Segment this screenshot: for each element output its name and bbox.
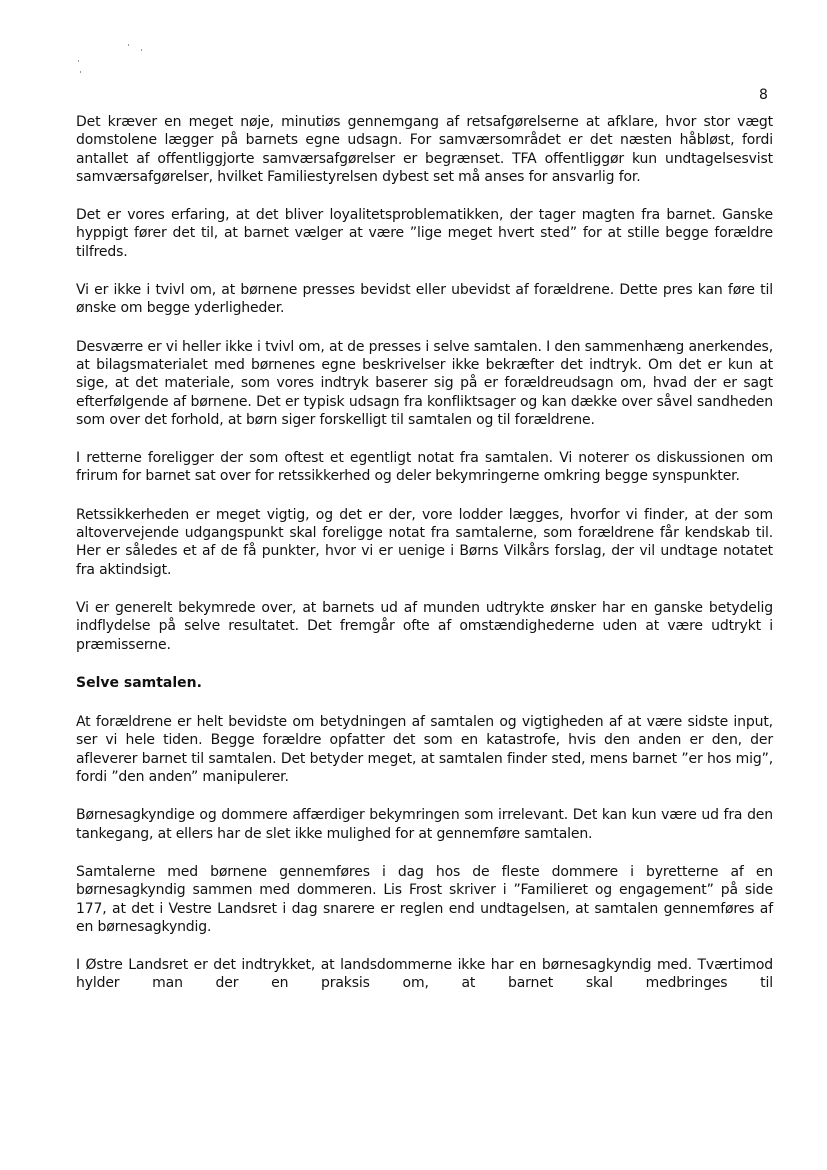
paragraph: I Østre Landsret er det indtrykket, at landsdommerne ikke har en børnesagkyndig med. Tværtimod hylder man der en praksis om, at barnet skal medbringes til <box>76 957 773 992</box>
page-number: 8 <box>759 87 768 103</box>
scan-speck <box>80 71 81 73</box>
scan-speck <box>128 44 129 46</box>
paragraph: Desværre er vi heller ikke i tvivl om, at de presses i selve samtalen. I den sammenhæng anerkendes, at bilagsmaterialet med børnenes egne beskrivelser ikke bekræfter det indtryk. Om det er kun at sige, at det materiale, som vores indtryk baserer sig på er forældreudsagn om, hvad der er sagt efterfølgende af børnene. Det er typisk udsagn fra konfliktsager og kan dække over såvel sandheden som over det forhold, at børn siger forskelligt til samtalen og til forældrene. <box>76 338 773 428</box>
paragraph: I retterne foreligger der som oftest et egentligt notat fra samtalen. Vi noterer os diskussionen om frirum for barnet sat over for retssikkerhed og deler bekymringerne omkring begge synspunkter. <box>76 450 773 485</box>
paragraph: Retssikkerheden er meget vigtig, og det er der, vore lodder lægges, hvorfor vi finder, at der som altovervejende udgangspunkt skal foreligge notat fra samtalerne, som forældrene får kendskab til. Her er således et af de få punkter, hvor vi er uenige i Børns Vilkårs forslag, der vil undtage notatet fra aktindsigt. <box>76 506 773 578</box>
paragraph: Børnesagkyndige og dommere affærdiger bekymringen som irrelevant. Det kan kun være ud fra den tankegang, at ellers har de slet ikke mulighed for at gennemføre samtalen. <box>76 807 773 842</box>
paragraph: At forældrene er helt bevidste om betydningen af samtalen og vigtigheden af at være sidste input, ser vi hele tiden. Begge forældre opfatter det som en katastrofe, hvis den anden er den, der afleverer barnet til samtalen. Det betyder meget, at samtalen finder sted, mens barnet ”er hos mig”, fordi ”den anden” manipulerer. <box>76 714 773 786</box>
section-heading: Selve samtalen. <box>76 674 202 691</box>
scan-speck <box>78 60 79 62</box>
paragraph: Vi er generelt bekymrede over, at barnets ud af munden udtrykte ønsker har en ganske betydelig indflydelse på selve resultatet. Det fremgår ofte af omstændighederne uden at være udtrykt i præmisserne. <box>76 599 773 653</box>
body-text <box>76 113 773 1013</box>
paragraph: Det er vores erfaring, at det bliver loyalitetsproblematikken, der tager magten fra barnet. Ganske hyppigt fører det til, at barnet vælger at være ”lige meget hvert sted” for at stille begge forældre tilfreds. <box>76 207 773 260</box>
paragraph: Det kræver en meget nøje, minutiøs gennemgang af retsafgørelserne at afklare, hvor stor vægt domstolene lægger på barnets egne udsagn. For samværsområdet er det næsten håbløst, fordi antallet af offentliggjorte samværsafgørelser er begrænset. TFA offentliggør kun undtagelsesvist samværsafgørelser, hvilket Familiestyrelsen dybest set må anses for ansvarlig for. <box>76 114 773 185</box>
paragraph: Samtalerne med børnene gennemføres i dag hos de fleste dommere i byretterne af en børnesagkyndig sammen med dommeren. Lis Frost skriver i ”Familieret og engagement” på side 177, at det i Vestre Landsret i dag snarere er reglen end undtagelsen, at samtalen gennemføres af en børnesagkyndig. <box>76 863 773 935</box>
paragraph: Vi er ikke i tvivl om, at børnene presses bevidst eller ubevidst af forældrene. Dette pres kan føre til ønske om begge yderligheder. <box>76 282 773 317</box>
scan-speck <box>141 49 142 51</box>
